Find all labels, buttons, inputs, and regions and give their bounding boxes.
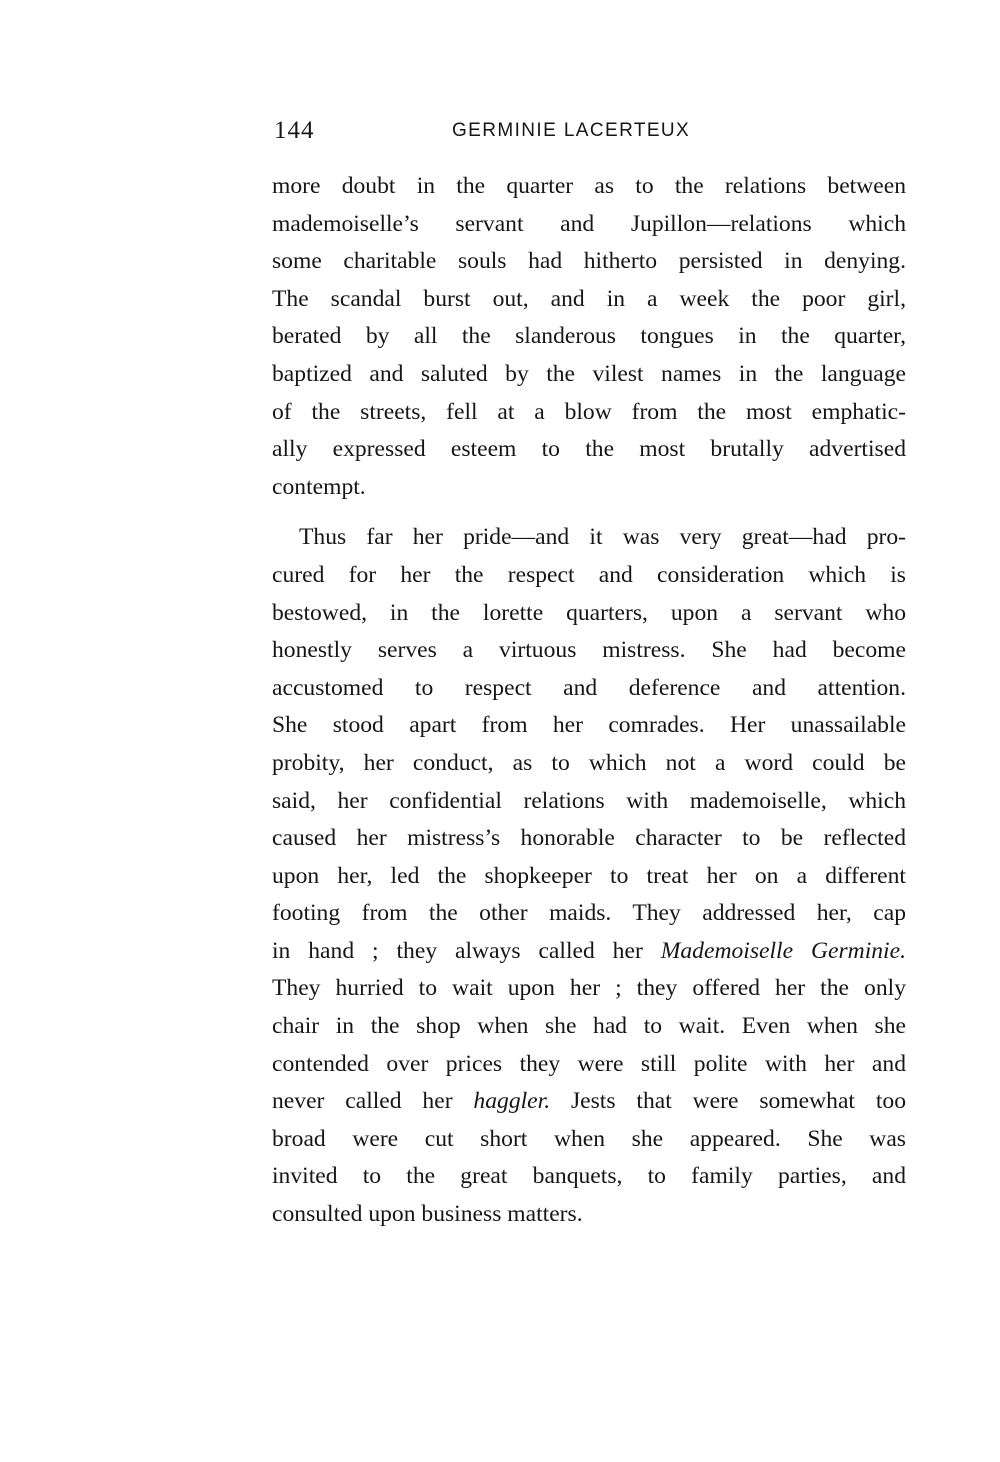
text-line: consulted upon business matters.: [272, 1201, 583, 1228]
text-line: [272, 1083, 906, 1121]
page-number: 144: [274, 117, 315, 144]
text-line: [272, 933, 906, 971]
text-line: contempt.: [272, 473, 366, 500]
text-line: chair in the shop when she had to wait. Even when she: [272, 1013, 906, 1040]
text-line: They hurried to wait upon her ; they offered her the only: [272, 975, 906, 1002]
italic-name: Mademoiselle Germinie.: [660, 937, 906, 964]
text-line: some charitable souls had hitherto persisted in denying.: [272, 248, 906, 275]
text-line: caused her mistress’s honorable character to be reflected: [272, 825, 906, 852]
text-line: of the streets, fell at a blow from the most emphatic-: [272, 398, 906, 425]
text-line: bestowed, in the lorette quarters, upon a servant who: [272, 599, 906, 626]
text-line: berated by all the slanderous tongues in the quarter,: [272, 323, 906, 350]
italic-word: haggler.: [473, 1088, 551, 1115]
paragraph-1: [272, 168, 906, 506]
paragraph-gap: [272, 506, 906, 519]
text-line: contended over prices they were still polite with her and: [272, 1050, 906, 1077]
text-line: upon her, led the shopkeeper to treat her on a different: [272, 862, 906, 889]
text-line: accustomed to respect and deference and attention.: [272, 674, 906, 701]
text-line: Thus far her pride—and it was very great—had pro-: [299, 524, 906, 551]
text-line: mademoiselle’s servant and Jupillon—relations which: [272, 210, 906, 237]
text-line: The scandal burst out, and in a week the poor girl,: [272, 285, 906, 312]
text-line: more doubt in the quarter as to the relations between: [272, 173, 906, 199]
text-segment: in hand ; they always called her: [272, 937, 661, 964]
text-line: cured for her the respect and consideration which is: [272, 561, 906, 588]
text-line: invited to the great banquets, to family parties, and: [272, 1163, 906, 1190]
text-line: footing from the other maids. They addressed her, cap: [272, 900, 906, 927]
text-line: said, her confidential relations with mademoiselle, which: [272, 787, 906, 814]
body-text: [272, 168, 906, 1234]
text-line: broad were cut short when she appeared. She was: [272, 1125, 906, 1152]
text-line: baptized and saluted by the vilest names in the language: [272, 360, 906, 387]
text-line: She stood apart from her comrades. Her unassailable: [272, 712, 906, 739]
text-line: honestly serves a virtuous mistress. She had become: [272, 637, 906, 664]
text-segment: Jests that were somewhat too: [550, 1088, 906, 1115]
running-title: GERMINIE LACERTEUX: [452, 120, 691, 141]
text-line: probity, her conduct, as to which not a word could be: [272, 749, 906, 776]
paragraph-2: [272, 519, 906, 1233]
text-line: ally expressed esteem to the most brutally advertised: [272, 436, 906, 463]
text-segment: never called her: [272, 1088, 474, 1115]
